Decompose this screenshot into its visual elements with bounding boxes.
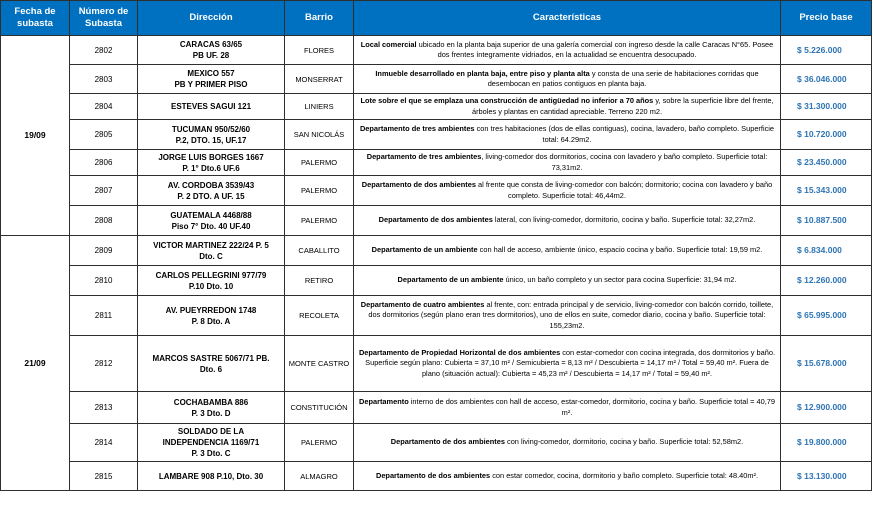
address: COCHABAMBA 886 P. 3 Dto. D [138, 392, 285, 424]
table-row [1, 206, 872, 236]
neighborhood: SAN NICOLÁS [285, 120, 354, 150]
characteristics: Departamento de dos ambientes con living-comedor, dormitorio, cocina y baño. Superficie total: 52,58m2. [354, 424, 781, 462]
auction-number: 2807 [70, 176, 138, 206]
address: JORGE LUIS BORGES 1667 P. 1° Dto.6 UF.6 [138, 150, 285, 176]
characteristics-highlight: Departamento de dos ambientes [375, 470, 491, 480]
header-direccion: Dirección [138, 1, 285, 36]
auction-number: 2811 [70, 296, 138, 336]
auction-number: 2812 [70, 336, 138, 392]
auction-date: 19/09 [1, 36, 70, 236]
address: CARLOS PELLEGRINI 977/79 P.10 Dto. 10 [138, 266, 285, 296]
neighborhood: PALERMO [285, 150, 354, 176]
base-price: $ 23.450.000 [781, 150, 872, 176]
table-row [1, 36, 872, 65]
base-price: $ 6.834.000 [781, 236, 872, 266]
base-price: $ 13.130.000 [781, 462, 872, 491]
auction-number: 2802 [70, 36, 138, 65]
neighborhood: RECOLETA [285, 296, 354, 336]
address: AV. PUEYRREDON 1748 P. 8 Dto. A [138, 296, 285, 336]
base-price: $ 15.678.000 [781, 336, 872, 392]
table-row [1, 65, 872, 94]
characteristics-highlight: Departamento de un ambiente [397, 275, 504, 285]
address: AV. CORDOBA 3539/43 P. 2 DTO. A UF. 15 [138, 176, 285, 206]
characteristics: Departamento de dos ambientes lateral, con living-comedor, dormitorio, cocina y baño. Superficie total: 32,27m2. [354, 206, 781, 236]
neighborhood: CONSTITUCIÓN [285, 392, 354, 424]
characteristics-highlight: Departamento de cuatro ambientes [360, 299, 485, 309]
header-precio: Precio base [781, 1, 872, 36]
auction-number: 2810 [70, 266, 138, 296]
address: MEXICO 557 PB Y PRIMER PISO [138, 65, 285, 94]
table-row [1, 150, 872, 176]
base-price: $ 31.300.000 [781, 94, 872, 120]
characteristics: Departamento de Propiedad Horizontal de dos ambientes con estar-comedor con cocina integrada, dos dormitorios y baño. Superficie según plano: Cubierta = 37,10 m² / Semicubierta = 8,13 m² / Descubierta = 14,17 m² / Total = 59,40 m². Fuera de plano (situación actual): Cubierta = 45,23 m² / Descubierta = 14,17 m² / Total = 59,40 m². [354, 336, 781, 392]
characteristics: Lote sobre el que se emplaza una construcción de antigüedad no inferior a 70 años y, sobre la superficie libre del frente, árboles y plantas en cantidad apreciable. Terreno 220 m2. [354, 94, 781, 120]
table-row [1, 236, 872, 266]
base-price: $ 15.343.000 [781, 176, 872, 206]
address: MARCOS SASTRE 5067/71 PB. Dto. 6 [138, 336, 285, 392]
table-row [1, 266, 872, 296]
characteristics: Departamento de cuatro ambientes al frente, con: entrada principal y de servicio, living-comedor con balcón corrido, toillete, dos dormitorios (según plano eran tres dormitorios), uno de ellos en suite, comedor diario, cocina y baño. Superficie total: 155,23m2. [354, 296, 781, 336]
base-price: $ 10.720.000 [781, 120, 872, 150]
base-price: $ 36.046.000 [781, 65, 872, 94]
characteristics: Departamento de tres ambientes con tres habitaciones (dos de ellas contiguas), cocina, lavadero, baño completo. Superficie total: 64.29m2. [354, 120, 781, 150]
header-caracteristicas: Características [354, 1, 781, 36]
neighborhood: PALERMO [285, 206, 354, 236]
auction-number: 2806 [70, 150, 138, 176]
base-price: $ 12.900.000 [781, 392, 872, 424]
header-fecha: Fecha de subasta [1, 1, 70, 36]
header-barrio: Barrio [285, 1, 354, 36]
table-row [1, 462, 872, 491]
auction-date: 21/09 [1, 236, 70, 491]
auction-number: 2809 [70, 236, 138, 266]
characteristics-highlight: Departamento [359, 397, 409, 406]
base-price: $ 5.226.000 [781, 36, 872, 65]
auction-number: 2805 [70, 120, 138, 150]
characteristics-highlight: Departamento de dos ambientes [361, 180, 476, 189]
characteristics: Departamento de un ambiente con hall de acceso, ambiente único, espacio cocina y baño. Superficie total: 19,59 m2. [354, 236, 781, 266]
table-row [1, 120, 872, 150]
auction-number: 2815 [70, 462, 138, 491]
address: GUATEMALA 4468/88 Piso 7° Dto. 40 UF.40 [138, 206, 285, 236]
neighborhood: RETIRO [285, 266, 354, 296]
auction-number: 2808 [70, 206, 138, 236]
base-price: $ 19.800.000 [781, 424, 872, 462]
neighborhood: FLORES [285, 36, 354, 65]
table-row [1, 296, 872, 336]
characteristics-highlight: Departamento de tres ambientes [359, 124, 475, 133]
address: VICTOR MARTINEZ 222/24 P. 5 Dto. C [138, 236, 285, 266]
neighborhood: CABALLITO [285, 236, 354, 266]
characteristics-highlight: Inmueble desarrollado en planta baja, entre piso y planta alta [375, 68, 590, 78]
characteristics: Departamento interno de dos ambientes con hall de acceso, estar-comedor, dormitorio, cocina y baño. Superficie total = 40,79 m². [354, 392, 781, 424]
auction-number: 2814 [70, 424, 138, 462]
address: CARACAS 63/65 PB UF. 28 [138, 36, 285, 65]
neighborhood: PALERMO [285, 424, 354, 462]
table-row [1, 392, 872, 424]
characteristics: Departamento de dos ambientes con estar comedor, cocina, dormitorio y baño completo. Superficie total: 48.40m². [354, 462, 781, 491]
base-price: $ 65.995.000 [781, 296, 872, 336]
characteristics-highlight: Departamento de tres ambientes [366, 152, 482, 161]
neighborhood: PALERMO [285, 176, 354, 206]
neighborhood: ALMAGRO [285, 462, 354, 491]
characteristics: Local comercial ubicado en la planta baja superior de una galería comercial con ingreso desde la calle Caracas N°65. Posee dos frentes íntegramente vidriados, en la actualidad se encuentra desocupado. [354, 36, 781, 65]
characteristics: Departamento de tres ambientes, living-comedor dos dormitorios, cocina con lavadero y baño completo. Superficie total: 73,31m2. [354, 150, 781, 176]
table-row [1, 94, 872, 120]
header-row [1, 1, 872, 36]
characteristics-highlight: Departamento de dos ambientes [378, 215, 493, 225]
table-row [1, 424, 872, 462]
characteristics: Departamento de un ambiente único, un baño completo y un sector para cocina Superficie: 31,94 m2. [354, 266, 781, 296]
characteristics-highlight: Local comercial [360, 39, 417, 49]
table-row [1, 176, 872, 206]
characteristics-highlight: Departamento de Propiedad Horizontal de dos ambientes [358, 347, 561, 357]
table-row [1, 336, 872, 392]
address: TUCUMAN 950/52/60 P.2, DTO. 15, UF.17 [138, 120, 285, 150]
characteristics: Inmueble desarrollado en planta baja, entre piso y planta alta y consta de una serie de habitaciones corridas que desembocan en patios contiguos en planta baja. [354, 65, 781, 94]
neighborhood: MONTE CASTRO [285, 336, 354, 392]
base-price: $ 10.887.500 [781, 206, 872, 236]
address: ESTEVES SAGUI 121 [138, 94, 285, 120]
auction-number: 2803 [70, 65, 138, 94]
auction-number: 2813 [70, 392, 138, 424]
header-numero: Número de Subasta [70, 1, 138, 36]
characteristics: Departamento de dos ambientes al frente que consta de living-comedor con balcón; dormitorio; cocina con lavadero y baño completo. Superficie total: 46,44m2. [354, 176, 781, 206]
characteristics-highlight: Lote sobre el que se emplaza una construcción de antigüedad no inferior a 70 años [360, 96, 654, 105]
characteristics-highlight: Departamento de un ambiente [371, 245, 478, 255]
base-price: $ 12.260.000 [781, 266, 872, 296]
characteristics-highlight: Departamento de dos ambientes [390, 437, 505, 447]
neighborhood: LINIERS [285, 94, 354, 120]
neighborhood: MONSERRAT [285, 65, 354, 94]
address: LAMBARE 908 P.10, Dto. 30 [138, 462, 285, 491]
auction-number: 2804 [70, 94, 138, 120]
address: SOLDADO DE LA INDEPENDENCIA 1169/71 P. 3 Dto. C [138, 424, 285, 462]
